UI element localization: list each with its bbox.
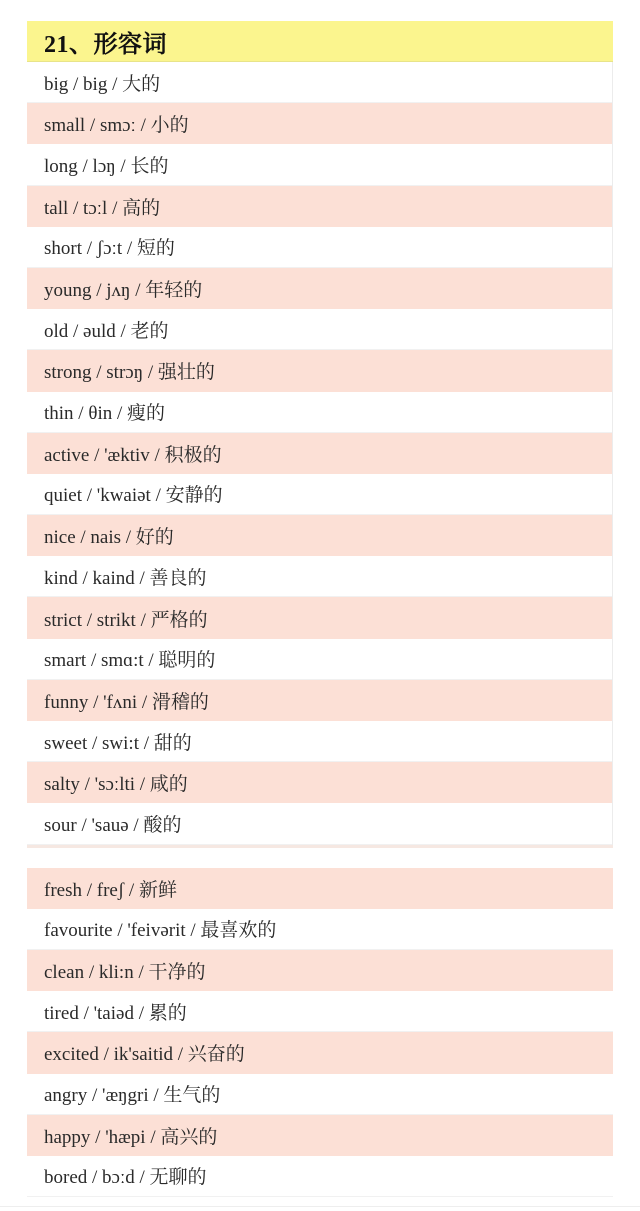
word-list-2	[27, 868, 613, 1198]
list-item: happy / 'hæpi / 高兴的	[27, 1115, 613, 1156]
list-item: clean / kli:n / 干净的	[27, 950, 613, 991]
list-item: tall / tɔːl / 高的	[27, 186, 612, 227]
word-list-1	[27, 62, 613, 845]
list-item: strong / strɔŋ / 强壮的	[27, 350, 612, 391]
list-item: strict / strikt / 严格的	[27, 597, 612, 638]
list-item: bored / bɔːd / 无聊的	[27, 1156, 613, 1197]
list-item: young / jʌŋ / 年轻的	[27, 268, 612, 309]
list-item: kind / kaind / 善良的	[27, 556, 612, 597]
list-item: thin / θin / 瘦的	[27, 392, 612, 433]
list-item: active / 'æktiv / 积极的	[27, 433, 612, 474]
list-item: sour / 'sauə / 酸的	[27, 803, 612, 844]
list-item: tired / 'taiəd / 累的	[27, 991, 613, 1032]
list-item: long / lɔŋ / 长的	[27, 144, 612, 185]
list-item: salty / 'sɔːlti / 咸的	[27, 762, 612, 803]
list-item: sweet / swi:t / 甜的	[27, 721, 612, 762]
list-item: fresh / freʃ / 新鲜	[27, 868, 613, 909]
list-item: favourite / 'feivərit / 最喜欢的	[27, 909, 613, 950]
list-item: nice / nais / 好的	[27, 515, 612, 556]
section-gap	[27, 845, 613, 868]
vocabulary-sheet	[27, 21, 613, 1197]
list-item: big / big / 大的	[27, 62, 612, 103]
list-item: short / ʃɔːt / 短的	[27, 227, 612, 268]
page-bottom-divider	[0, 1206, 640, 1207]
section-title: 21、形容词	[27, 21, 613, 62]
list-item: old / əuld / 老的	[27, 309, 612, 350]
list-item: smart / smɑ:t / 聪明的	[27, 639, 612, 680]
list-item: small / smɔː / 小的	[27, 103, 612, 144]
list-item: funny / 'fʌni / 滑稽的	[27, 680, 612, 721]
list-item: excited / ik'saitid / 兴奋的	[27, 1032, 613, 1073]
list-item: quiet / 'kwaiət / 安静的	[27, 474, 612, 515]
list-item: angry / 'æŋgri / 生气的	[27, 1074, 613, 1115]
